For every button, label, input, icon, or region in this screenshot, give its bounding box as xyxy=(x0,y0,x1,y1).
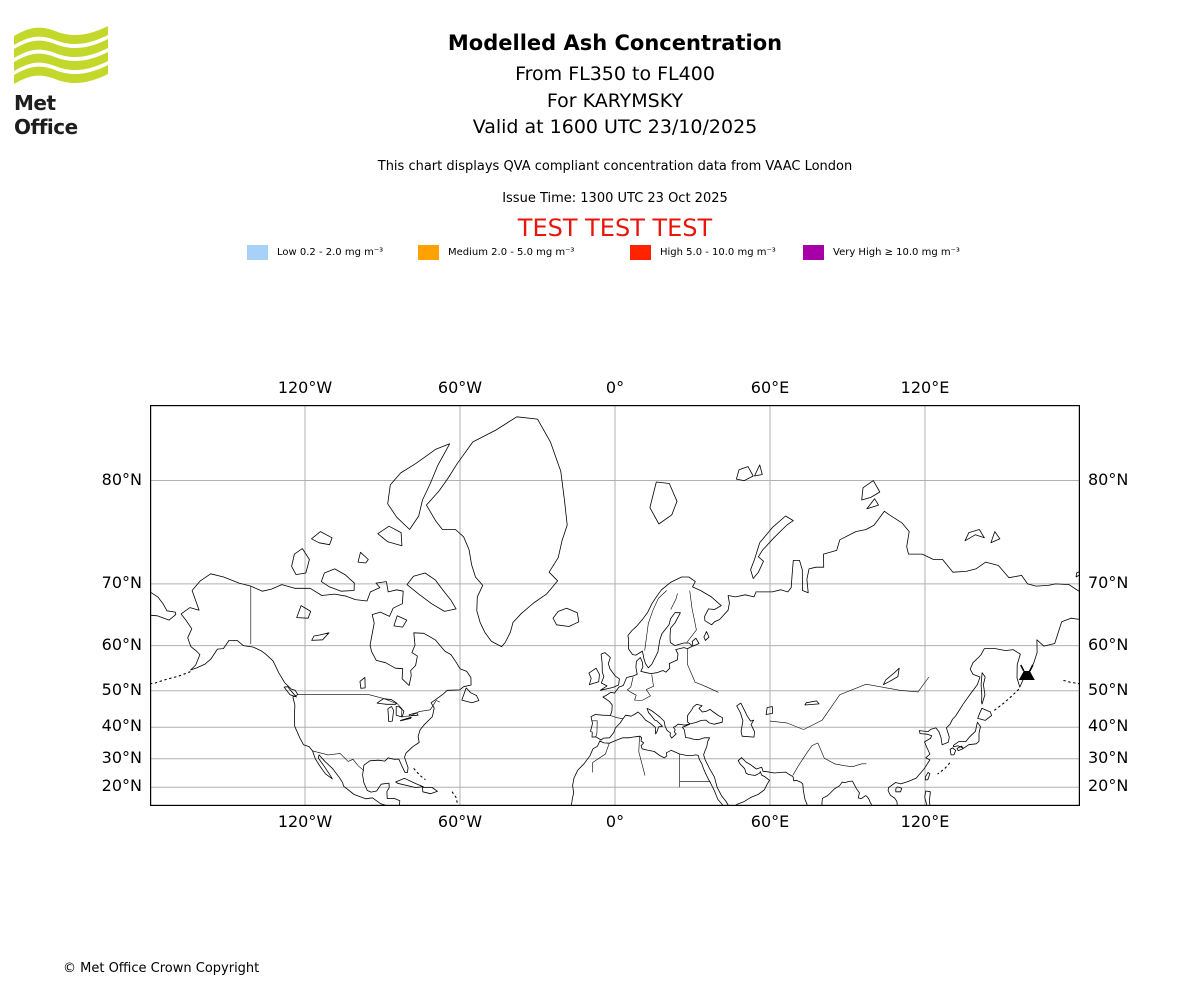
y-tick-label-right: 60°N xyxy=(1088,634,1129,654)
island-or-lake-outline xyxy=(360,678,365,689)
y-tick-label-right: 50°N xyxy=(1088,679,1129,699)
island-or-lake-outline xyxy=(957,746,963,751)
country-border xyxy=(369,695,440,717)
coastline xyxy=(888,618,1080,806)
coastline xyxy=(181,574,471,806)
island-or-lake-outline xyxy=(407,573,456,611)
legend-swatch-medium xyxy=(418,245,439,260)
island-or-lake-outline xyxy=(981,673,985,704)
island-or-lake-outline xyxy=(423,788,438,794)
x-tick-label-bottom: 120°W xyxy=(277,812,333,831)
island-or-lake-outline xyxy=(965,530,984,541)
island-or-lake-outline xyxy=(297,606,311,619)
island-chain xyxy=(938,763,950,774)
legend-label-medium: Medium 2.0 - 5.0 mg m⁻³ xyxy=(448,247,575,258)
country-border xyxy=(687,649,718,693)
island-or-lake-outline xyxy=(312,633,329,641)
island-chain xyxy=(414,769,425,780)
x-tick-label-bottom: 120°E xyxy=(900,812,950,831)
island-chain xyxy=(992,690,1019,713)
island-or-lake-outline xyxy=(950,748,956,755)
y-tick-label-left: 80°N xyxy=(101,469,142,489)
island-or-lake-outline xyxy=(736,467,753,481)
island-or-lake-outline xyxy=(462,688,479,703)
legend-swatch-very-high xyxy=(803,245,824,260)
island-or-lake-outline xyxy=(426,417,567,647)
x-tick-label-bottom: 60°E xyxy=(750,812,790,831)
page-title: Modelled Ash Concentration xyxy=(447,31,783,55)
x-tick-label-bottom: 60°W xyxy=(437,812,483,831)
legend-item-medium xyxy=(418,244,574,261)
coastline xyxy=(925,791,931,806)
island-or-lake-outline xyxy=(991,532,1000,543)
island-or-lake-outline xyxy=(292,549,310,575)
x-tick-label-top: 0° xyxy=(605,378,625,397)
island-chain xyxy=(1061,680,1080,684)
x-tick-label-top: 60°E xyxy=(750,378,790,397)
coastline xyxy=(822,781,872,806)
island-or-lake-outline xyxy=(896,787,902,792)
y-tick-label-right: 80°N xyxy=(1088,469,1129,489)
y-tick-label-right: 70°N xyxy=(1088,572,1129,592)
island-or-lake-outline xyxy=(751,516,794,579)
country-border xyxy=(610,716,623,719)
coastline xyxy=(591,511,1081,806)
island-or-lake-outline xyxy=(553,608,579,626)
island-or-lake-outline xyxy=(883,668,899,684)
island-or-lake-outline xyxy=(388,707,394,722)
country-border xyxy=(627,674,653,700)
subtitle-flight-levels: From FL350 to FL400 xyxy=(515,63,715,85)
qva-disclaimer: This chart displays QVA compliant concentration data from VAAC London xyxy=(377,159,853,174)
legend-item-high xyxy=(630,244,776,261)
x-tick-label-top: 120°W xyxy=(277,378,333,397)
island-or-lake-outline xyxy=(978,708,992,720)
island-or-lake-outline xyxy=(805,701,819,705)
x-tick-label-top: 60°W xyxy=(437,378,483,397)
y-tick-label-right: 20°N xyxy=(1088,776,1129,796)
island-or-lake-outline xyxy=(378,526,402,546)
subtitle-volcano: For KARYMSKY xyxy=(546,90,684,112)
island-or-lake-outline xyxy=(394,616,407,627)
island-or-lake-outline xyxy=(766,707,773,715)
legend-item-very-high xyxy=(803,244,960,261)
met-office-waves-icon xyxy=(14,26,108,84)
island-chain xyxy=(150,672,190,684)
country-border xyxy=(645,591,667,651)
legend-label-very-high: Very High ≥ 10.0 mg m⁻³ xyxy=(833,247,960,258)
island-or-lake-outline xyxy=(400,717,411,721)
y-tick-label-left: 60°N xyxy=(101,634,142,654)
y-tick-label-left: 20°N xyxy=(101,776,142,796)
island-or-lake-outline xyxy=(312,532,333,545)
logo-wave-stripe xyxy=(14,26,108,45)
island-or-lake-outline xyxy=(589,668,600,684)
legend-label-low: Low 0.2 - 2.0 mg m⁻³ xyxy=(277,247,384,258)
coastline xyxy=(150,592,176,620)
island-or-lake-outline xyxy=(358,552,368,563)
island-or-lake-outline xyxy=(704,632,709,641)
y-tick-label-left: 70°N xyxy=(101,572,142,592)
logo-brand-text: Met Office xyxy=(14,91,78,139)
country-border xyxy=(639,736,645,775)
island-or-lake-outline xyxy=(396,778,424,787)
met-office-logo xyxy=(14,26,124,139)
copyright-notice: © Met Office Crown Copyright xyxy=(63,961,260,976)
coastline xyxy=(735,758,808,806)
island-or-lake-outline xyxy=(377,699,397,705)
legend-swatch-high xyxy=(630,245,651,260)
y-tick-label-left: 50°N xyxy=(101,679,142,699)
country-border xyxy=(671,593,678,609)
island-or-lake-outline xyxy=(650,482,677,524)
y-tick-label-left: 40°N xyxy=(101,716,142,736)
y-tick-label-right: 40°N xyxy=(1088,716,1129,736)
country-border xyxy=(687,591,697,643)
legend-swatch-low xyxy=(247,245,268,260)
subtitle-valid-time: Valid at 1600 UTC 23/10/2025 xyxy=(472,116,758,138)
legend-label-high: High 5.0 - 10.0 mg m⁻³ xyxy=(660,247,776,258)
island-or-lake-outline xyxy=(862,481,880,500)
coastline xyxy=(571,736,724,806)
y-tick-label-right: 30°N xyxy=(1088,747,1129,767)
island-or-lake-outline xyxy=(388,444,450,530)
country-border xyxy=(770,677,929,730)
country-border xyxy=(818,743,867,767)
island-or-lake-outline xyxy=(321,569,354,591)
volcano-marker-icon xyxy=(1019,665,1035,680)
world-map xyxy=(150,405,1080,806)
island-or-lake-outline xyxy=(867,499,879,509)
legend-item-low xyxy=(247,244,383,261)
island-or-lake-outline xyxy=(925,772,930,780)
y-tick-label-left: 30°N xyxy=(101,747,142,767)
issue-time: Issue Time: 1300 UTC 23 Oct 2025 xyxy=(502,191,728,206)
island-chain xyxy=(452,792,457,805)
test-banner: TEST TEST TEST xyxy=(517,214,713,242)
x-tick-label-bottom: 0° xyxy=(605,812,625,831)
island-or-lake-outline xyxy=(953,722,980,748)
island-or-lake-outline xyxy=(755,465,763,476)
island-or-lake-outline xyxy=(396,707,404,718)
island-or-lake-outline xyxy=(737,703,755,737)
island-or-lake-outline xyxy=(692,638,699,646)
x-tick-label-top: 120°E xyxy=(900,378,950,397)
island-or-lake-outline xyxy=(600,653,619,691)
